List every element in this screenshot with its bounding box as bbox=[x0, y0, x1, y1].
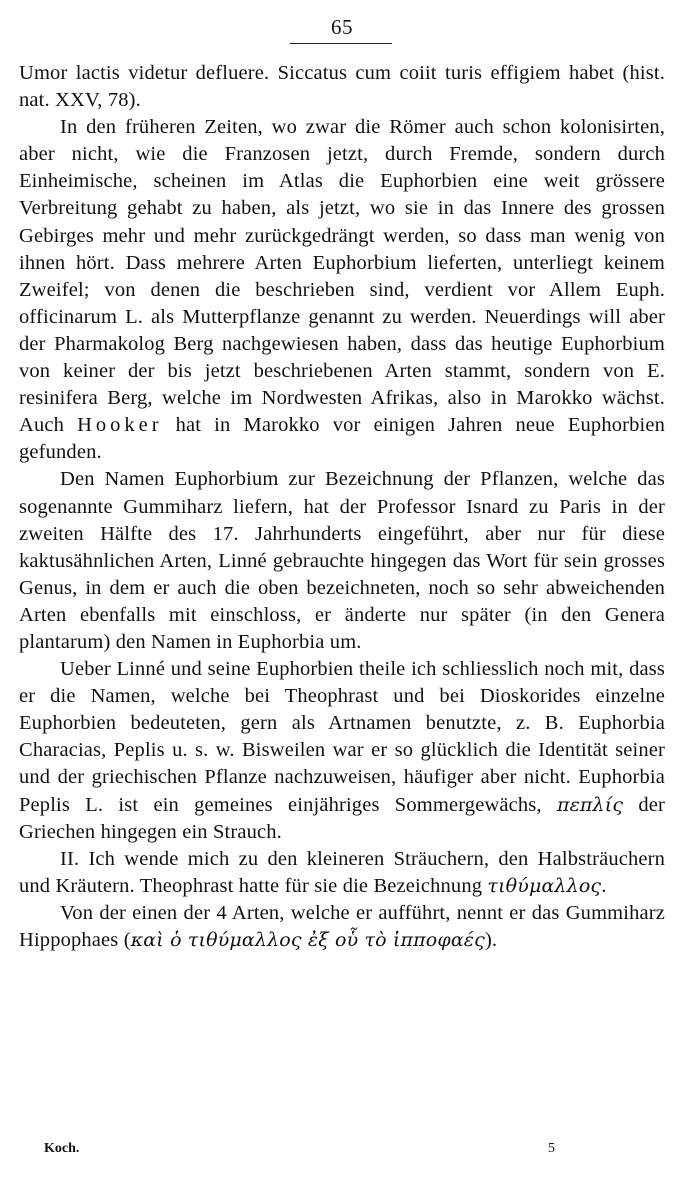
paragraph-5-text-after: . bbox=[601, 874, 607, 897]
page-number: 65 bbox=[331, 15, 353, 39]
greek-hippophaes-quote: καὶ ὁ τιθύμαλλος ἐξ οὗ τὸ ἱπποφαές bbox=[130, 929, 485, 951]
paragraph-1-text: Umor lactis videtur defluere. Siccatus cum coiit turis effigiem habet (hist. nat. XXV, 78). bbox=[19, 62, 665, 112]
paragraph-4 bbox=[19, 656, 665, 846]
signature-sheet-number: 5 bbox=[548, 1141, 555, 1156]
name-hooker: Hooker bbox=[77, 414, 163, 437]
paragraph-1 bbox=[19, 60, 665, 114]
paragraph-6 bbox=[19, 900, 665, 954]
paragraph-3 bbox=[19, 466, 665, 656]
paragraph-6-text-after: ). bbox=[484, 929, 498, 951]
paragraph-5 bbox=[19, 846, 665, 900]
paragraph-4-text-before: Ueber Linné und seine Euphorbien theile ich schliesslich noch mit, dass er die Namen, welche bei Theophrast und bei Dioskorides einzelne Euphorbien bedeuteten, gern als Artnamen benutzte, z. B. Euphorbia Characias, Peplis u. s. w. Bisweilen war er so glücklich die Identität seiner und der griechischen Pflanze nachzuweisen, häufiger aber nicht. Euphorbia Peplis L. ist ein gemeines einjähriges Sommergewächs, bbox=[19, 658, 665, 816]
page-footer bbox=[0, 1141, 684, 1165]
header-rule bbox=[290, 43, 392, 44]
paragraph-2-text-before: In den früheren Zeiten, wo zwar die Römer auch schon kolonisirten, aber nicht, wie die Franzosen jetzt, durch Fremde, sondern durch Einheimische, scheinen im Atlas die Euphorbien eine weit grössere Verbreitung gehabt zu haben, als jetzt, wo sie in das Innere des grossen Gebirges mehr und mehr zurückgedrängt werden, so dass man wenig von ihnen hört. Dass mehrere Arten Euphorbium lieferten, unterliegt keinem Zweifel; von denen die beschrieben sind, verdient vor Allem Euph. officinarum L. als Mutterpflanze genannt zu werden. Neuerdings will aber der Pharmakolog Berg nachgewiesen haben, dass das heutige Euphorbium von keiner der bis jetzt beschriebenen Arten stammt, sondern von E. resinifera Berg, welche im Nordwesten Afrikas, also in Marokko wächst. Auch bbox=[19, 116, 665, 437]
paragraph-2 bbox=[19, 114, 665, 466]
body-text bbox=[19, 60, 665, 954]
paragraph-6-text-before: Von der einen der 4 Arten, welche er aufführt, nennt er das Gummiharz Hippophaes ( bbox=[19, 901, 665, 951]
paragraph-5-text-before: II. Ich wende mich zu den kleineren Sträuchern, den Halbsträuchern und Kräutern. Theophrast hatte für sie die Bezeichnung bbox=[19, 847, 665, 897]
paragraph-3-text: Den Namen Euphorbium zur Bezeichnung der Pflanzen, welche das sogenannte Gummiharz liefern, hat der Professor Isnard zu Paris in der zweiten Hälfte des 17. Jahrhunderts eingeführt, aber nur für diese kaktusähnlichen Arten, Linné gebrauchte hingegen das Wort für sein grosses Genus, in dem er auch die oben bezeichneten, noch so sehr abweichenden Arten ebenfalls mit einschloss, er änderte nur später (in den Genera plantarum) den Namen in Euphorbia um. bbox=[19, 468, 665, 653]
paragraph-4-text-after: der Griechen hingegen ein Strauch. bbox=[19, 793, 666, 843]
greek-peplis: πεπλίς bbox=[556, 793, 624, 816]
greek-tithymallos: τιθύμαλλος bbox=[487, 874, 602, 897]
paragraph-2-text-after: hat in Marokko vor einigen Jahren neue Euphorbien gefunden. bbox=[19, 414, 666, 464]
signature-author: Koch. bbox=[44, 1141, 80, 1156]
